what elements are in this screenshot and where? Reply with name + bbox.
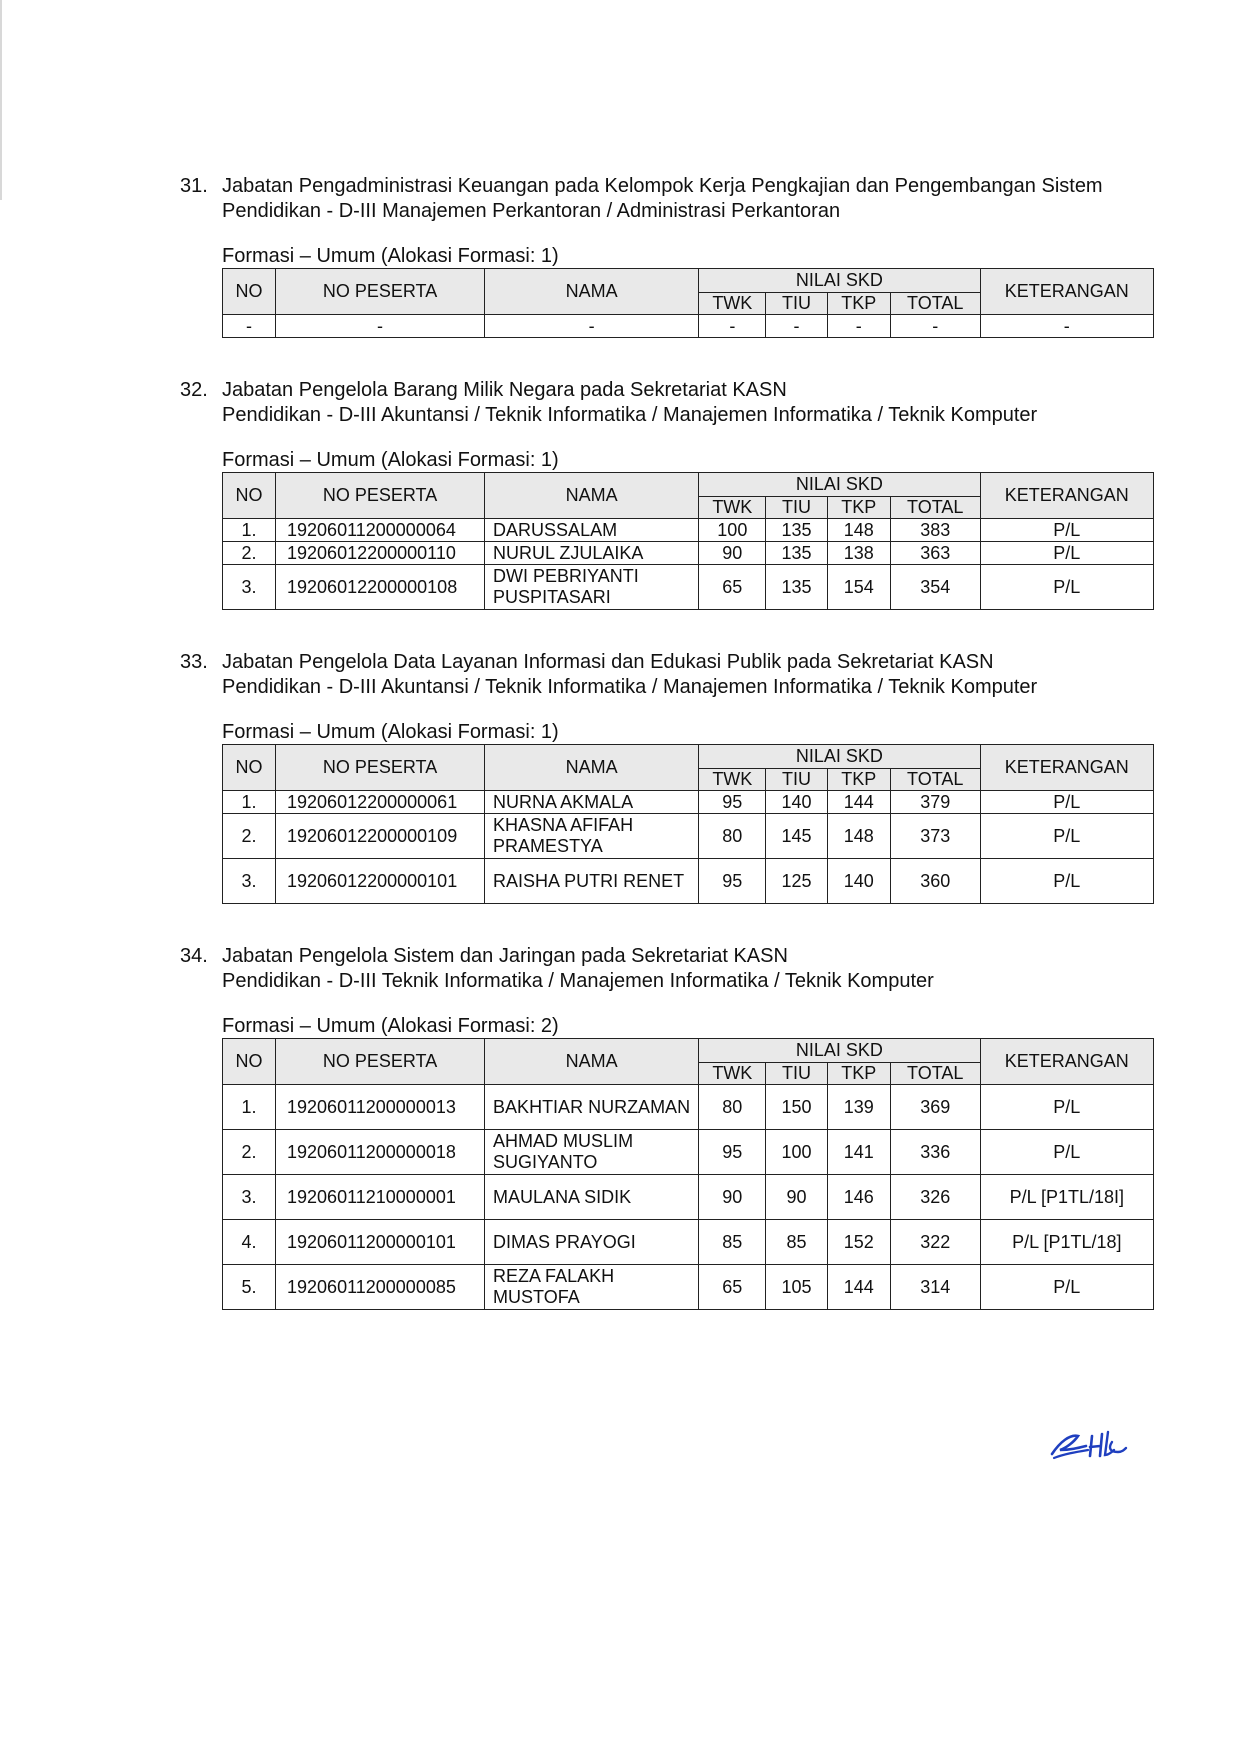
cell-no: 4.	[223, 1220, 276, 1265]
education-requirement: Pendidikan - D-III Manajemen Perkantoran / Administrasi Perkantoran	[222, 200, 841, 222]
cell-keterangan: -	[980, 315, 1153, 338]
col-header-tkp: TKP	[827, 293, 890, 315]
results-table	[222, 744, 1154, 904]
cell-nama: NURNA AKMALA	[485, 791, 699, 814]
col-header-total: TOTAL	[890, 1063, 980, 1085]
cell-twk: -	[699, 315, 766, 338]
col-header-keterangan: KETERANGAN	[980, 473, 1153, 519]
section-text	[222, 944, 1160, 994]
cell-keterangan: P/L	[980, 859, 1153, 904]
table-row	[223, 859, 1154, 904]
section-number: 32.	[180, 379, 208, 401]
section-header	[180, 650, 1160, 700]
cell-no-peserta: 19206011200000085	[276, 1265, 485, 1310]
results-table	[222, 1038, 1154, 1310]
table-row	[223, 542, 1154, 565]
cell-twk: 95	[699, 859, 766, 904]
table-header-row	[223, 745, 1154, 769]
cell-tiu: 90	[766, 1175, 827, 1220]
col-header-tiu: TIU	[766, 497, 827, 519]
cell-twk: 95	[699, 1130, 766, 1175]
table-row	[223, 1085, 1154, 1130]
cell-tiu: 135	[766, 542, 827, 565]
cell-tkp: 139	[827, 1085, 890, 1130]
cell-tkp: 148	[827, 814, 890, 859]
section-text	[222, 174, 1160, 224]
section-32	[180, 378, 1160, 610]
col-header-total: TOTAL	[890, 497, 980, 519]
cell-keterangan: P/L	[980, 519, 1153, 542]
col-header-tiu: TIU	[766, 1063, 827, 1085]
cell-total: 314	[890, 1265, 980, 1310]
col-header-twk: TWK	[699, 1063, 766, 1085]
table-header-row	[223, 473, 1154, 497]
col-header-tiu: TIU	[766, 293, 827, 315]
cell-no-peserta: 19206011200000018	[276, 1130, 485, 1175]
cell-twk: 90	[699, 1175, 766, 1220]
cell-total: 336	[890, 1130, 980, 1175]
cell-tkp: 148	[827, 519, 890, 542]
cell-no-peserta: 19206011200000013	[276, 1085, 485, 1130]
col-header-keterangan: KETERANGAN	[980, 1039, 1153, 1085]
cell-no-peserta: 19206012200000108	[276, 565, 485, 610]
cell-no: 1.	[223, 1085, 276, 1130]
table-row	[223, 791, 1154, 814]
cell-nama: DARUSSALAM	[485, 519, 699, 542]
col-header-keterangan: KETERANGAN	[980, 269, 1153, 315]
cell-total: 369	[890, 1085, 980, 1130]
cell-total: 326	[890, 1175, 980, 1220]
cell-tkp: 144	[827, 1265, 890, 1310]
col-header-no-peserta: NO PESERTA	[276, 473, 485, 519]
cell-no: 3.	[223, 859, 276, 904]
cell-keterangan: P/L	[980, 1085, 1153, 1130]
cell-no-peserta: 19206011210000001	[276, 1175, 485, 1220]
results-table	[222, 268, 1154, 338]
table-row	[223, 315, 1154, 338]
cell-keterangan: P/L	[980, 542, 1153, 565]
cell-nama: BAKHTIAR NURZAMAN	[485, 1085, 699, 1130]
cell-nama: MAULANA SIDIK	[485, 1175, 699, 1220]
cell-tiu: 135	[766, 565, 827, 610]
section-header	[180, 174, 1160, 224]
cell-keterangan: P/L	[980, 791, 1153, 814]
col-header-tiu: TIU	[766, 769, 827, 791]
col-header-no: NO	[223, 473, 276, 519]
col-header-no: NO	[223, 745, 276, 791]
col-header-tkp: TKP	[827, 1063, 890, 1085]
section-text	[222, 378, 1160, 428]
col-header-nilai-skd: NILAI SKD	[699, 473, 980, 497]
cell-total: 383	[890, 519, 980, 542]
cell-nama: AHMAD MUSLIM SUGIYANTO	[485, 1130, 699, 1175]
cell-no-peserta: 19206012200000061	[276, 791, 485, 814]
cell-twk: 65	[699, 1265, 766, 1310]
cell-total: 354	[890, 565, 980, 610]
cell-tiu: 135	[766, 519, 827, 542]
section-34	[180, 944, 1160, 1310]
table-row	[223, 1265, 1154, 1310]
section-number: 31.	[180, 175, 208, 197]
cell-tiu: 140	[766, 791, 827, 814]
cell-keterangan: P/L [P1TL/18I]	[980, 1175, 1153, 1220]
cell-tiu: 85	[766, 1220, 827, 1265]
col-header-tkp: TKP	[827, 497, 890, 519]
cell-keterangan: P/L	[980, 814, 1153, 859]
cell-tkp: 146	[827, 1175, 890, 1220]
cell-twk: 85	[699, 1220, 766, 1265]
cell-no-peserta: -	[276, 315, 485, 338]
formasi-label: Formasi – Umum (Alokasi Formasi: 1)	[222, 245, 559, 267]
col-header-nilai-skd: NILAI SKD	[699, 269, 980, 293]
job-title: Jabatan Pengelola Data Layanan Informasi dan Edukasi Publik pada Sekretariat KASN	[222, 651, 994, 673]
cell-nama: DWI PEBRIYANTI PUSPITASARI	[485, 565, 699, 610]
section-31	[180, 174, 1160, 338]
cell-tiu: 145	[766, 814, 827, 859]
cell-tkp: 152	[827, 1220, 890, 1265]
col-header-twk: TWK	[699, 769, 766, 791]
cell-keterangan: P/L	[980, 1130, 1153, 1175]
cell-no: 3.	[223, 1175, 276, 1220]
cell-total: 322	[890, 1220, 980, 1265]
section-text	[222, 650, 1160, 700]
col-header-nama: NAMA	[485, 745, 699, 791]
cell-tkp: 154	[827, 565, 890, 610]
col-header-keterangan: KETERANGAN	[980, 745, 1153, 791]
section-number: 33.	[180, 651, 208, 673]
cell-no: 3.	[223, 565, 276, 610]
cell-total: -	[890, 315, 980, 338]
cell-nama: REZA FALAKH MUSTOFA	[485, 1265, 699, 1310]
cell-nama: KHASNA AFIFAH PRAMESTYA	[485, 814, 699, 859]
cell-keterangan: P/L	[980, 565, 1153, 610]
cell-no-peserta: 19206012200000109	[276, 814, 485, 859]
table-row	[223, 1130, 1154, 1175]
cell-no-peserta: 19206011200000064	[276, 519, 485, 542]
col-header-total: TOTAL	[890, 769, 980, 791]
cell-total: 379	[890, 791, 980, 814]
cell-twk: 80	[699, 1085, 766, 1130]
table-header-row	[223, 1039, 1154, 1063]
table-header-row	[223, 269, 1154, 293]
col-header-nama: NAMA	[485, 473, 699, 519]
cell-nama: -	[485, 315, 699, 338]
table-row	[223, 1220, 1154, 1265]
cell-keterangan: P/L	[980, 1265, 1153, 1310]
cell-no-peserta: 19206012200000110	[276, 542, 485, 565]
cell-tiu: 105	[766, 1265, 827, 1310]
cell-tkp: 140	[827, 859, 890, 904]
section-header	[180, 378, 1160, 428]
col-header-no-peserta: NO PESERTA	[276, 269, 485, 315]
table-row	[223, 1175, 1154, 1220]
table-row	[223, 814, 1154, 859]
cell-tkp: -	[827, 315, 890, 338]
cell-tkp: 138	[827, 542, 890, 565]
section-33	[180, 650, 1160, 904]
col-header-nilai-skd: NILAI SKD	[699, 745, 980, 769]
cell-no: 2.	[223, 814, 276, 859]
signature-initials	[1048, 1428, 1128, 1462]
cell-no: 5.	[223, 1265, 276, 1310]
job-title: Jabatan Pengadministrasi Keuangan pada Kelompok Kerja Pengkajian dan Pengembangan Sistem	[222, 175, 1103, 197]
table-row	[223, 519, 1154, 542]
section-number: 34.	[180, 945, 208, 967]
cell-tiu: 150	[766, 1085, 827, 1130]
education-requirement: Pendidikan - D-III Teknik Informatika / Manajemen Informatika / Teknik Komputer	[222, 970, 934, 992]
cell-twk: 95	[699, 791, 766, 814]
cell-nama: DIMAS PRAYOGI	[485, 1220, 699, 1265]
col-header-twk: TWK	[699, 293, 766, 315]
cell-tiu: -	[766, 315, 827, 338]
formasi-label: Formasi – Umum (Alokasi Formasi: 1)	[222, 721, 559, 743]
cell-tkp: 141	[827, 1130, 890, 1175]
section-header	[180, 944, 1160, 994]
col-header-nama: NAMA	[485, 269, 699, 315]
cell-tkp: 144	[827, 791, 890, 814]
document-body	[180, 174, 1160, 1310]
table-row	[223, 565, 1154, 610]
education-requirement: Pendidikan - D-III Akuntansi / Teknik Informatika / Manajemen Informatika / Teknik Komputer	[222, 404, 1038, 426]
cell-no-peserta: 19206012200000101	[276, 859, 485, 904]
results-table	[222, 472, 1154, 610]
col-header-no: NO	[223, 1039, 276, 1085]
cell-no: 1.	[223, 519, 276, 542]
cell-twk: 100	[699, 519, 766, 542]
job-title: Jabatan Pengelola Barang Milik Negara pada Sekretariat KASN	[222, 379, 787, 401]
col-header-tkp: TKP	[827, 769, 890, 791]
cell-nama: NURUL ZJULAIKA	[485, 542, 699, 565]
cell-twk: 90	[699, 542, 766, 565]
col-header-nama: NAMA	[485, 1039, 699, 1085]
cell-no: 2.	[223, 542, 276, 565]
cell-twk: 80	[699, 814, 766, 859]
scan-edge-line	[0, 0, 2, 200]
col-header-no-peserta: NO PESERTA	[276, 1039, 485, 1085]
cell-no: -	[223, 315, 276, 338]
cell-no: 2.	[223, 1130, 276, 1175]
cell-twk: 65	[699, 565, 766, 610]
formasi-label: Formasi – Umum (Alokasi Formasi: 2)	[222, 1015, 559, 1037]
job-title: Jabatan Pengelola Sistem dan Jaringan pada Sekretariat KASN	[222, 945, 788, 967]
col-header-nilai-skd: NILAI SKD	[699, 1039, 980, 1063]
col-header-total: TOTAL	[890, 293, 980, 315]
cell-total: 373	[890, 814, 980, 859]
cell-total: 363	[890, 542, 980, 565]
col-header-no: NO	[223, 269, 276, 315]
cell-nama: RAISHA PUTRI RENET	[485, 859, 699, 904]
cell-keterangan: P/L [P1TL/18]	[980, 1220, 1153, 1265]
col-header-no-peserta: NO PESERTA	[276, 745, 485, 791]
col-header-twk: TWK	[699, 497, 766, 519]
cell-tiu: 100	[766, 1130, 827, 1175]
cell-no-peserta: 19206011200000101	[276, 1220, 485, 1265]
cell-no: 1.	[223, 791, 276, 814]
education-requirement: Pendidikan - D-III Akuntansi / Teknik Informatika / Manajemen Informatika / Teknik Komputer	[222, 676, 1038, 698]
formasi-label: Formasi – Umum (Alokasi Formasi: 1)	[222, 449, 559, 471]
cell-tiu: 125	[766, 859, 827, 904]
cell-total: 360	[890, 859, 980, 904]
